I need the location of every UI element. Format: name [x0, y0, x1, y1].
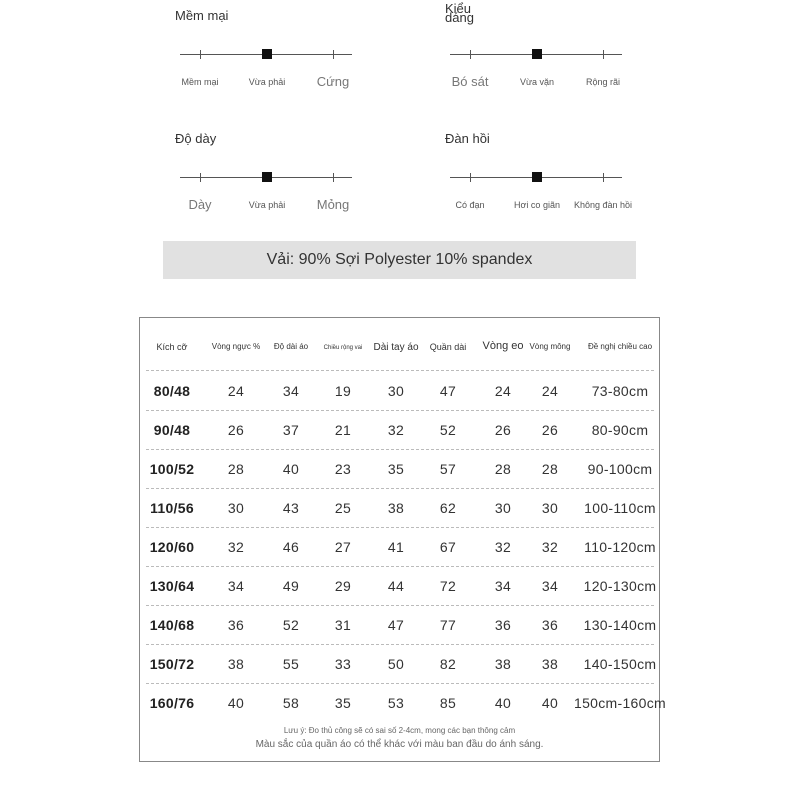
- value-cell: 80-90cm: [591, 422, 649, 438]
- scale-label: Rộng rãi: [585, 77, 621, 87]
- column-header: Vòng eo: [482, 340, 524, 352]
- value-cell: 62: [439, 500, 457, 516]
- value-cell: 28: [541, 461, 559, 477]
- size-cell: 110/56: [150, 500, 194, 516]
- measurement-note: Lưu ý: Đo thủ công sẽ có sai số 2-4cm, mong các bạn thông cảm: [283, 726, 516, 735]
- value-cell: 36: [227, 617, 245, 633]
- value-cell: 49: [282, 578, 300, 594]
- table-row: [140, 605, 659, 644]
- scale-tick: [470, 50, 471, 59]
- scale-label: Vừa phải: [248, 77, 286, 87]
- value-cell: 73-80cm: [591, 383, 649, 399]
- column-header: Dài tay áo: [373, 342, 419, 353]
- scale-tick: [603, 50, 604, 59]
- value-cell: 41: [387, 539, 405, 555]
- value-cell: 85: [439, 695, 457, 711]
- value-cell: 27: [334, 539, 352, 555]
- size-cell: 150/72: [149, 656, 195, 672]
- value-cell: 40: [227, 695, 245, 711]
- value-cell: 90-100cm: [587, 461, 653, 477]
- value-cell: 34: [541, 578, 559, 594]
- value-cell: 58: [282, 695, 300, 711]
- scale-tick: [333, 50, 334, 59]
- value-cell: 30: [494, 500, 512, 516]
- scale-title: Độ dày: [175, 131, 217, 146]
- value-cell: 47: [439, 383, 457, 399]
- value-cell: 24: [494, 383, 512, 399]
- value-cell: 40: [494, 695, 512, 711]
- value-cell: 35: [334, 695, 352, 711]
- scale-label: Dày: [188, 197, 212, 212]
- value-cell: 50: [387, 656, 405, 672]
- table-row: [140, 683, 667, 722]
- value-cell: 38: [494, 656, 512, 672]
- value-cell: 21: [334, 422, 352, 438]
- scale-label: Vừa phải: [248, 200, 286, 210]
- scale-label: Cứng: [316, 74, 350, 89]
- fit-scale: [445, 1, 715, 98]
- scale-label: Vừa vặn: [519, 77, 555, 87]
- color-note: Màu sắc của quần áo có thể khác với màu ban đầu do ánh sáng.: [255, 739, 544, 750]
- value-cell: 52: [439, 422, 457, 438]
- column-header: Độ dài áo: [273, 342, 309, 351]
- value-cell: 47: [387, 617, 405, 633]
- size-cell: 100/52: [149, 461, 195, 477]
- column-header: Quần dài: [429, 342, 467, 352]
- table-row: [140, 644, 659, 683]
- value-cell: 46: [282, 539, 300, 555]
- scale-label: Hơi co giãn: [514, 200, 560, 210]
- value-cell: 40: [541, 695, 559, 711]
- size-cell: 140/68: [149, 617, 195, 633]
- scale-tick: [470, 173, 471, 182]
- scale-tick: [603, 173, 604, 182]
- value-cell: 38: [541, 656, 559, 672]
- scale-label: Mềm mại: [181, 77, 219, 87]
- value-cell: 52: [282, 617, 300, 633]
- value-cell: 82: [439, 656, 457, 672]
- table-row: [140, 527, 659, 566]
- scale-marker: [262, 49, 272, 59]
- value-cell: 36: [541, 617, 559, 633]
- elasticity-scale: [445, 131, 715, 221]
- thickness-scale: [175, 131, 445, 221]
- column-header: Đề nghị chiều cao: [587, 342, 653, 351]
- value-cell: 38: [227, 656, 245, 672]
- value-cell: 55: [282, 656, 300, 672]
- value-cell: 30: [541, 500, 559, 516]
- value-cell: 120-130cm: [583, 578, 657, 594]
- value-cell: 25: [334, 500, 352, 516]
- value-cell: 32: [387, 422, 405, 438]
- scale-title: Kiểu dáng: [445, 1, 474, 25]
- value-cell: 26: [541, 422, 559, 438]
- value-cell: 30: [387, 383, 405, 399]
- size-cell: 90/48: [153, 422, 191, 438]
- table-row: [140, 566, 659, 605]
- scale-title: Mềm mại: [175, 8, 229, 23]
- value-cell: 34: [282, 383, 300, 399]
- table-row: [140, 449, 659, 488]
- value-cell: 53: [387, 695, 405, 711]
- value-cell: 26: [494, 422, 512, 438]
- value-cell: 67: [439, 539, 457, 555]
- value-cell: 32: [227, 539, 245, 555]
- value-cell: 32: [494, 539, 512, 555]
- value-cell: 34: [227, 578, 245, 594]
- value-cell: 28: [494, 461, 512, 477]
- value-cell: 37: [282, 422, 300, 438]
- value-cell: 30: [227, 500, 245, 516]
- value-cell: 34: [494, 578, 512, 594]
- value-cell: 23: [334, 461, 352, 477]
- value-cell: 31: [334, 617, 352, 633]
- scale-marker: [532, 49, 542, 59]
- value-cell: 32: [541, 539, 559, 555]
- value-cell: 150cm-160cm: [573, 695, 667, 711]
- size-chart-table: [139, 317, 667, 762]
- value-cell: 57: [439, 461, 457, 477]
- table-row: [140, 371, 659, 410]
- value-cell: 130-140cm: [583, 617, 657, 633]
- scale-label: Có đạn: [455, 200, 485, 210]
- size-cell: 120/60: [149, 539, 195, 555]
- value-cell: 19: [334, 383, 352, 399]
- value-cell: 43: [282, 500, 300, 516]
- value-cell: 28: [227, 461, 245, 477]
- column-header: Kích cỡ: [156, 342, 188, 352]
- value-cell: 140-150cm: [583, 656, 657, 672]
- size-cell: 160/76: [149, 695, 195, 711]
- column-header: Chiều rộng vai: [323, 345, 363, 351]
- softness-scale: [175, 8, 445, 98]
- value-cell: 38: [387, 500, 405, 516]
- value-cell: 24: [227, 383, 245, 399]
- value-cell: 40: [282, 461, 300, 477]
- value-cell: 36: [494, 617, 512, 633]
- value-cell: 110-120cm: [584, 539, 656, 555]
- value-cell: 24: [541, 383, 559, 399]
- column-header: Vòng mông: [529, 342, 571, 351]
- value-cell: 100-110cm: [584, 500, 656, 516]
- scale-tick: [200, 173, 201, 182]
- scale-tick: [333, 173, 334, 182]
- scale-title: Đàn hồi: [445, 131, 490, 146]
- value-cell: 35: [387, 461, 405, 477]
- scale-label: Không đàn hồi: [573, 200, 633, 210]
- value-cell: 29: [334, 578, 352, 594]
- fabric-composition: Vải: 90% Sợi Polyester 10% spandex: [163, 241, 636, 279]
- scale-marker: [262, 172, 272, 182]
- table-row: [140, 410, 659, 449]
- column-header: Vòng ngực %: [211, 342, 261, 351]
- value-cell: 26: [227, 422, 245, 438]
- value-cell: 72: [439, 578, 457, 594]
- value-cell: 33: [334, 656, 352, 672]
- scale-label: Mỏng: [316, 197, 350, 212]
- scale-marker: [532, 172, 542, 182]
- value-cell: 77: [439, 617, 457, 633]
- size-cell: 130/64: [149, 578, 195, 594]
- size-cell: 80/48: [153, 383, 191, 399]
- scale-tick: [200, 50, 201, 59]
- scale-label: Bó sát: [451, 74, 489, 89]
- table-row: [140, 488, 659, 527]
- value-cell: 44: [387, 578, 405, 594]
